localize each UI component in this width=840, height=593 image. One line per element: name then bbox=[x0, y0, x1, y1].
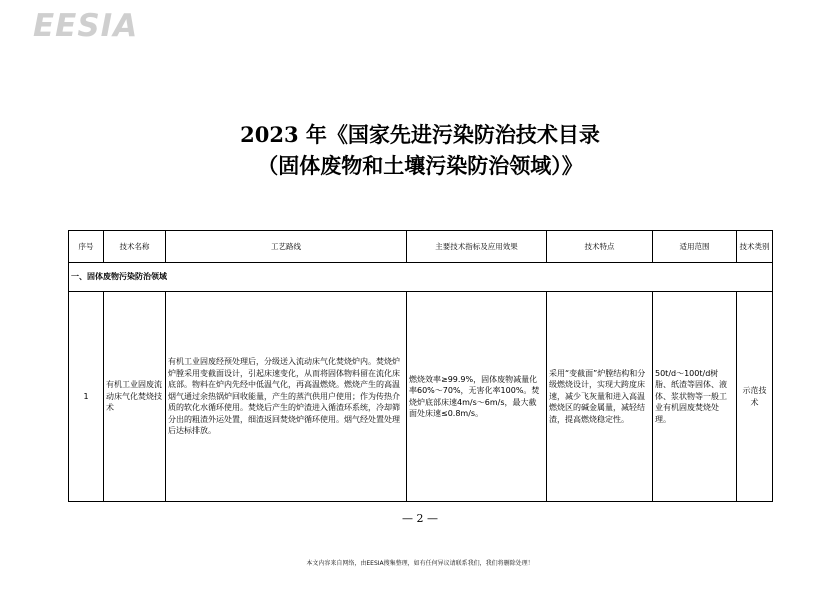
header-no: 序号 bbox=[69, 231, 104, 263]
header-scope: 适用范围 bbox=[653, 231, 737, 263]
cell-scope: 50t/d～100t/d树脂、纸渣等固体、液体、浆状物等一般工业有机固废焚烧处理。 bbox=[653, 292, 737, 502]
eesia-watermark-logo: EESIA bbox=[33, 8, 139, 44]
cell-route: 有机工业固废经预处理后，分级送入流动床气化焚烧炉内。焚烧炉炉膛采用变截面设计，引起床速变化，从而将固体物料留在流化床底部。物料在炉内先经中低温气化，再高温燃烧。燃烧产生的高温烟气通过余热锅炉回收能量，产生的蒸汽供用户使用；作为传热介质的软化水循环使用。焚烧后产生的炉渣进入循渣环系统，冷却筛分出的粗渣外运处置，细渣返回焚烧炉循环使用。烟气经处置处理后达标排放。 bbox=[166, 292, 407, 502]
technology-table bbox=[68, 230, 773, 502]
header-name: 技术名称 bbox=[104, 231, 166, 263]
document-title-line1: 2023 年《国家先进污染防治技术目录 bbox=[240, 122, 600, 147]
cell-features: 采用“变截面”炉膛结构和分级燃烧设计，实现大跨度床速，减少飞灰量和进入高温燃烧区的碱金属量，减轻结渣，提高燃烧稳定性。 bbox=[547, 292, 653, 502]
header-category: 技术类别 bbox=[737, 231, 773, 263]
cell-category: 示范技术 bbox=[737, 292, 773, 502]
footer-disclaimer: 本文内容来自网络，由EESIA搜集整理，如有任何异议请联系我们，我们将删除处理！ bbox=[306, 560, 534, 567]
page-number: — 2 — bbox=[402, 512, 438, 525]
cell-name: 有机工业固废流动床气化焚烧技术 bbox=[104, 292, 166, 502]
table-row bbox=[69, 292, 773, 502]
header-metrics: 主要技术指标及应用效果 bbox=[407, 231, 547, 263]
header-route: 工艺路线 bbox=[166, 231, 407, 263]
section-title: 一、固体废物污染防治领域 bbox=[69, 263, 773, 292]
header-features: 技术特点 bbox=[547, 231, 653, 263]
cell-metrics: 燃烧效率≥99.9%，固体废物减量化率60%～70%，无害化率100%。焚烧炉底部床速4m/s～6m/s，最大截面处床速≤0.8m/s。 bbox=[407, 292, 547, 502]
document-title-line2: （固体废物和土壤污染防治领域）》 bbox=[257, 153, 583, 178]
section-row bbox=[69, 263, 773, 292]
cell-no: 1 bbox=[69, 292, 104, 502]
table-header-row bbox=[69, 231, 773, 263]
